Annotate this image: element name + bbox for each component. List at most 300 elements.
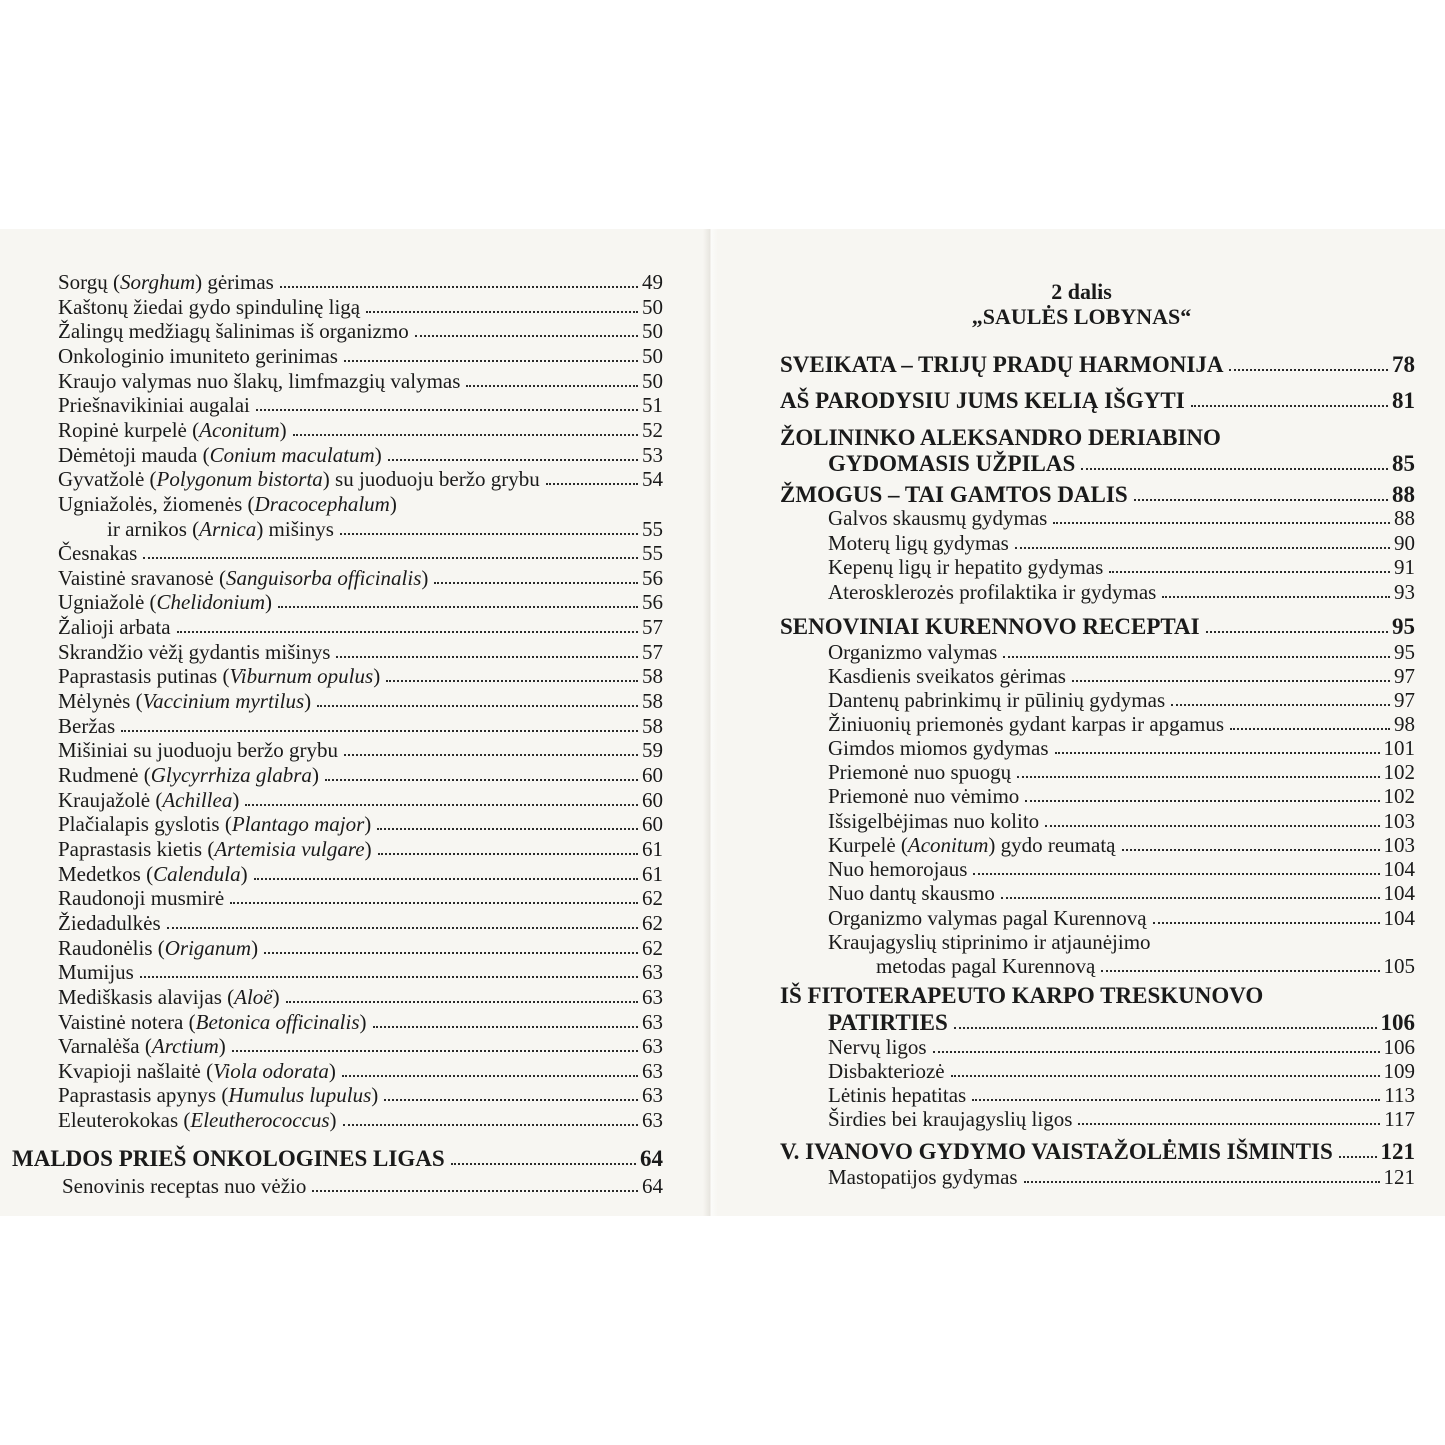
entry-title [58,543,137,564]
entry-title-suffix: ) [421,565,429,590]
dot-leader [312,1190,638,1192]
page-number: 60 [642,763,663,787]
toc-entry [58,294,663,319]
dot-leader [373,1026,638,1028]
dot-leader [377,828,638,830]
entry-title-text: Moterų ligų gydymas [828,531,1009,555]
entry-title-text: Ropinė kurpelė ( [58,417,200,442]
dot-leader [254,878,638,880]
entry-title-text: Onkologinio imuniteto gerinimas [58,343,338,368]
page-number: 90 [1394,531,1415,555]
page-number: 50 [642,368,663,393]
entry-title [58,1058,336,1083]
entry-title-text: Ugniažolės, žiomenės ( [58,491,255,516]
dot-leader [973,873,1379,875]
entry-title-text: PATIRTIES [828,1010,948,1035]
toc-entry [62,1176,663,1197]
page-number: 58 [642,689,663,714]
entry-title-suffix: ) mišinys [256,516,334,541]
page-number: 62 [642,910,663,935]
dot-leader [343,1124,638,1126]
toc-entry [780,426,1415,449]
entry-title-text: Mėlynės ( [58,689,143,714]
entry-title [107,516,334,541]
entry-title-text: Išsigelbėjimas nuo kolito [828,809,1040,833]
entry-title-text: Ugniažolė ( [58,590,157,615]
toc-entry [58,787,663,812]
entry-title-text: Priemonė nuo spuogų [828,760,1012,784]
entry-title [58,368,461,393]
page-number: 106 [1380,1010,1415,1035]
toc-entry [58,666,663,687]
entry-title-text: Kaštonų žiedai gydo spindulinę ligą [58,294,361,319]
toc-entry [828,1037,1415,1058]
dot-leader [972,1099,1380,1101]
toc-entry [58,491,663,516]
dot-leader [451,1163,636,1165]
dot-leader [264,952,638,954]
toc-entry [828,1109,1415,1130]
dot-leader [232,1050,638,1052]
entry-title-text: Raudonoji musmirė [58,886,225,911]
latin-name: Sanguisorba officinalis [225,565,422,590]
entry-title [828,859,967,880]
toc-entry [828,557,1415,578]
entry-title [58,765,319,786]
entry-title [828,582,1156,603]
entry-title-text: Lėtinis hepatitas [828,1083,967,1107]
entry-title [828,1167,1018,1188]
entry-title [828,762,1011,783]
page-number: 64 [642,1174,663,1198]
toc-entry [828,932,1415,953]
entry-title-text: Nuo dantų skausmo [828,881,995,905]
toc-entry [780,389,1415,412]
page-number: 109 [1383,1059,1415,1083]
entry-title [58,962,134,983]
toc-entry [828,690,1415,711]
latin-name: Viburnum opulus [229,664,374,689]
toc-entry [58,1009,663,1034]
entry-title-text: Kraujo valymas nuo šlakų, limfmazgių valymas [58,368,461,393]
dot-leader [278,606,638,608]
page-number: 103 [1383,809,1415,833]
entry-title [58,888,224,909]
entry-title [58,442,382,467]
page-number: 104 [1383,881,1415,905]
entry-title [58,565,429,590]
page-number: 50 [642,319,663,344]
page-number: 57 [642,615,663,640]
toc-entry [828,738,1415,759]
entry-title [58,1036,226,1057]
toc-entry [58,368,663,393]
dot-leader [1024,1181,1380,1183]
dot-leader [1134,499,1388,501]
page-number: 61 [642,836,663,861]
toc-entry [58,639,663,664]
page-number: 121 [1383,1165,1415,1189]
entry-title-text: Mediškasis alavijas ( [58,984,235,1009]
entry-title-text: GYDOMASIS UŽPILAS [828,451,1076,476]
entry-title [828,1037,927,1058]
page-number: 121 [1380,1139,1415,1164]
entry-title [780,426,1221,449]
entry-title [58,1085,378,1106]
entry-title-text: Nervų ligos [828,1035,927,1059]
entry-title-text: IŠ FITOTERAPEUTO KARPO TRESKUNOVO [780,983,1264,1008]
entry-title-suffix: ) [328,1058,336,1083]
entry-title-text: Širdies bei kraujagyslių ligos [828,1107,1073,1131]
entry-title [876,956,1095,977]
page-number: 105 [1383,954,1415,978]
entry-title [58,666,380,687]
entry-title [58,343,338,368]
entry-title [828,642,997,663]
entry-title [58,395,250,416]
dot-leader [546,483,638,485]
page-number: 63 [642,1034,663,1059]
entry-title-text: Žalingų medžiagų šalinimas iš organizmo [58,319,409,344]
page-number: 57 [642,639,663,664]
entry-title [58,713,116,738]
toc-entry [58,395,663,416]
entry-title [58,910,161,935]
page-number: 63 [642,1009,663,1034]
toc-entry [58,713,663,738]
toc-entry [58,1110,663,1131]
latin-name: Polygonum bistorta [156,467,323,492]
entry-title-text: Medetkos ( [58,861,154,886]
entry-title-text: Kraujagyslių stiprinimo ir atjaunėjimo [828,930,1151,954]
entry-title-text: Plačialapis gyslotis ( [58,812,232,837]
entry-title [58,639,331,664]
entry-title [780,615,1200,638]
dot-leader [140,976,638,978]
dot-leader [1122,849,1380,851]
page-number: 54 [642,467,663,492]
toc-entry [828,508,1415,529]
entry-title [828,1011,948,1034]
entry-title: Senovinis receptas nuo vėžio [62,1174,307,1198]
page-number: 56 [642,590,663,615]
page-number: 53 [642,442,663,467]
entry-title-suffix: ) su juoduoju beržo grybu [322,467,540,492]
entry-title-text: Nuo hemorojaus [828,857,968,881]
entry-title-text: Paprastasis putinas ( [58,664,230,689]
latin-name: Chelidonium [156,590,266,615]
entry-title-suffix: ) [329,1108,337,1133]
latin-name: Artemisia vulgare [214,836,365,861]
dot-leader [1072,680,1390,682]
toc-entry [828,1011,1415,1034]
page-number: 60 [642,787,663,812]
entry-title-text: V. IVANOVO GYDYMO VAISTAŽOLĖMIS IŠMINTIS [780,1139,1333,1164]
page-number: 59 [642,738,663,763]
latin-name: Dracocephalum [254,491,390,516]
entry-title-text: Raudonėlis ( [58,935,165,960]
entry-title-text: Skrandžio vėžį gydantis mišinys [58,639,331,664]
entry-title [828,1109,1072,1130]
entry-title [828,1061,945,1082]
entry-title [828,508,1047,529]
page-number: 51 [642,393,663,418]
entry-title-suffix: ) [265,590,273,615]
entry-title [780,389,1185,412]
page-number: 63 [642,1058,663,1083]
entry-title [780,984,1263,1007]
latin-name: Glycyrrhiza glabra [150,763,312,787]
dot-leader [1101,970,1379,972]
toc-entry [58,740,663,761]
entry-title [828,714,1224,735]
latin-name: Aloë [234,984,273,1009]
entry-title-text: Mumijus [58,960,134,985]
entry-title-text: Sorgų ( [58,270,121,294]
toc-entry [780,615,1415,638]
toc-entry [828,1167,1415,1188]
page-number: 49 [642,270,663,294]
toc-entry [58,910,663,935]
dot-leader [293,434,638,436]
dot-leader [1001,897,1380,899]
page-number: 63 [642,960,663,985]
entry-title-text: Organizmo valymas pagal Kurennovą [828,906,1147,930]
entry-title-text: Mastopatijos gydymas [828,1165,1018,1189]
dot-leader [1229,369,1388,371]
page-number: 50 [642,343,663,368]
entry-title [58,984,280,1009]
toc-entry [58,469,663,490]
toc-entry [828,642,1415,663]
toc-entry [107,516,663,541]
entry-title-text: Disbakteriozė [828,1059,945,1083]
toc-entry [58,565,663,590]
dot-leader [167,927,638,929]
dot-leader [245,804,638,806]
page-number: 97 [1394,664,1415,688]
page-number: 102 [1383,784,1415,808]
dot-leader [954,1027,1377,1029]
page-number: 58 [642,713,663,738]
entry-title-text: Organizmo valymas [828,640,998,664]
latin-name: Humulus lupulus [228,1083,372,1108]
entry-title-text: Kvapioji našlaitė ( [58,1058,214,1083]
left-page [0,229,703,1216]
entry-title-text: Mišiniai su juoduoju beržo grybu [58,738,338,763]
entry-title-suffix: ) [374,442,382,467]
entry-title-text: Beržas [58,713,116,738]
toc-entry [828,811,1415,832]
toc-entry [58,836,663,861]
entry-title-suffix: ) [232,787,240,812]
entry-title-text: Paprastasis apynys ( [58,1083,229,1108]
toc-entry [876,956,1415,977]
entry-title-text: ir arnikos ( [107,516,200,541]
entry-title-text: AŠ PARODYSIU JUMS KELIĄ IŠGYTI [780,388,1185,413]
dot-leader [366,311,638,313]
page-number: 104 [1383,857,1415,881]
page-number: 104 [1383,906,1415,930]
dot-leader [466,385,638,387]
toc-entry [58,543,663,564]
page-number: 55 [642,516,663,541]
page-number: 60 [642,812,663,837]
dot-leader [336,656,638,658]
dot-leader [1003,656,1390,658]
dot-leader [384,1099,638,1101]
page-number: 56 [642,565,663,590]
page-number: 52 [642,417,663,442]
dot-leader [177,631,638,633]
entry-title-suffix: ) [364,812,372,837]
dot-leader [256,409,638,411]
entry-title [828,690,1165,711]
page-number: 88 [1394,506,1415,530]
latin-name: Aconitum [907,833,989,857]
entry-title [58,1009,367,1034]
latin-name: Eleutherococcus [190,1108,330,1133]
dot-leader [344,360,638,362]
dot-leader [286,1001,638,1003]
entry-title-suffix: ) [364,836,372,861]
toc-entry [58,962,663,983]
entry-title-suffix: ) gėrimas [195,270,274,294]
dot-leader [340,533,638,535]
page-number: 64 [640,1146,663,1171]
entry-title [780,1140,1333,1163]
page-number: 97 [1394,688,1415,712]
toc-entry [58,765,663,786]
page-number: 103 [1383,833,1415,857]
part-title: „SAULĖS LOBYNAS“ [971,304,1192,329]
entry-title [58,691,311,712]
dot-leader [1078,1123,1380,1125]
toc-entry [58,888,663,909]
dot-leader [1162,596,1390,598]
dot-leader [344,754,638,756]
toc-entry [58,861,663,886]
entry-title [58,417,287,442]
page-number: 88 [1392,482,1415,507]
toc-entry [58,1036,663,1057]
page-number: 63 [642,1083,663,1108]
latin-name: Arctium [151,1034,219,1059]
entry-title-text: Varnalėša ( [58,1034,152,1059]
dot-leader [1053,522,1390,524]
page-number: 63 [642,1108,663,1133]
page-number: 95 [1392,614,1415,639]
entry-title-suffix: ) [272,984,280,1009]
entry-title-text: SENOVINIAI KURENNOVO RECEPTAI [780,614,1200,639]
page-number: 98 [1394,712,1415,736]
latin-name: Aconitum [199,417,280,442]
entry-title [828,883,995,904]
entry-title-text: Paprastasis kietis ( [58,836,215,861]
dot-leader [933,1051,1380,1053]
entry-title-text: Dėmėtoji mauda ( [58,442,210,467]
page-number: 63 [642,984,663,1009]
entry-title-text: Aterosklerozės profilaktika ir gydymas [828,580,1157,604]
entry-title [828,533,1009,554]
toc-entry [58,1085,663,1106]
dot-leader [386,680,638,682]
dot-leader [1025,800,1379,802]
entry-title [828,908,1147,929]
entry-title [58,272,274,293]
dot-leader [1109,571,1390,573]
page-number: 113 [1384,1083,1415,1107]
latin-name: Betonica officinalis [195,1009,360,1034]
page-number: 62 [642,886,663,911]
toc-entry [828,908,1415,929]
entry-title-suffix: ) [240,861,248,886]
dot-leader [1055,752,1380,754]
toc-entry [828,883,1415,904]
toc-entry [58,617,663,638]
page-number: 78 [1392,352,1415,377]
entry-title-text: Kraujažolė ( [58,787,163,812]
dot-leader [1171,704,1390,706]
dot-leader [415,335,638,337]
toc-entry [828,1061,1415,1082]
toc-entry [58,814,663,835]
page-number: 91 [1394,555,1415,579]
dot-leader [317,705,638,707]
toc-entry [828,582,1415,603]
toc-entry [828,666,1415,687]
dot-leader [378,853,638,855]
entry-title-text: Gyvatžolė ( [58,467,157,492]
entry-title [828,835,1116,856]
toc-entry [58,417,663,442]
entry-title-text: Dantenų pabrinkimų ir pūlinių gydymas [828,688,1166,712]
toc-entry [58,1058,663,1083]
toc-entry [58,984,663,1009]
entry-title [58,592,272,613]
entry-title [58,617,171,638]
page-number: 58 [642,664,663,689]
entry-title [780,483,1128,506]
dot-leader [1017,776,1379,778]
page-number: 62 [642,935,663,960]
entry-title-suffix: ) [304,689,312,714]
entry-title-suffix: ) [373,664,381,689]
page-number: 50 [642,294,663,319]
entry-title [828,1085,966,1106]
dot-leader [143,557,638,559]
entry-title-text: Priemonė nuo vėmimo [828,784,1020,808]
page-number: 85 [1392,451,1415,476]
latin-name: Calendula [153,861,241,886]
dot-leader [1191,405,1388,407]
entry-title-text: Priešnavikiniai augalai [58,393,250,418]
entry-title [828,932,1151,953]
entry-title-suffix: ) [251,935,259,960]
dot-leader [388,459,638,461]
toc-entry [828,452,1415,475]
book-gutter [703,229,718,1216]
entry-title-suffix: ) [359,1009,367,1034]
entry-title [828,557,1103,578]
entry-title [58,836,372,861]
entry-title-text: Galvos skausmų gydymas [828,506,1048,530]
page-number: 101 [1383,736,1415,760]
toc-entry [58,691,663,712]
dot-leader [1230,728,1390,730]
page-number: 81 [1392,388,1415,413]
entry-title-suffix: ) [389,491,397,516]
